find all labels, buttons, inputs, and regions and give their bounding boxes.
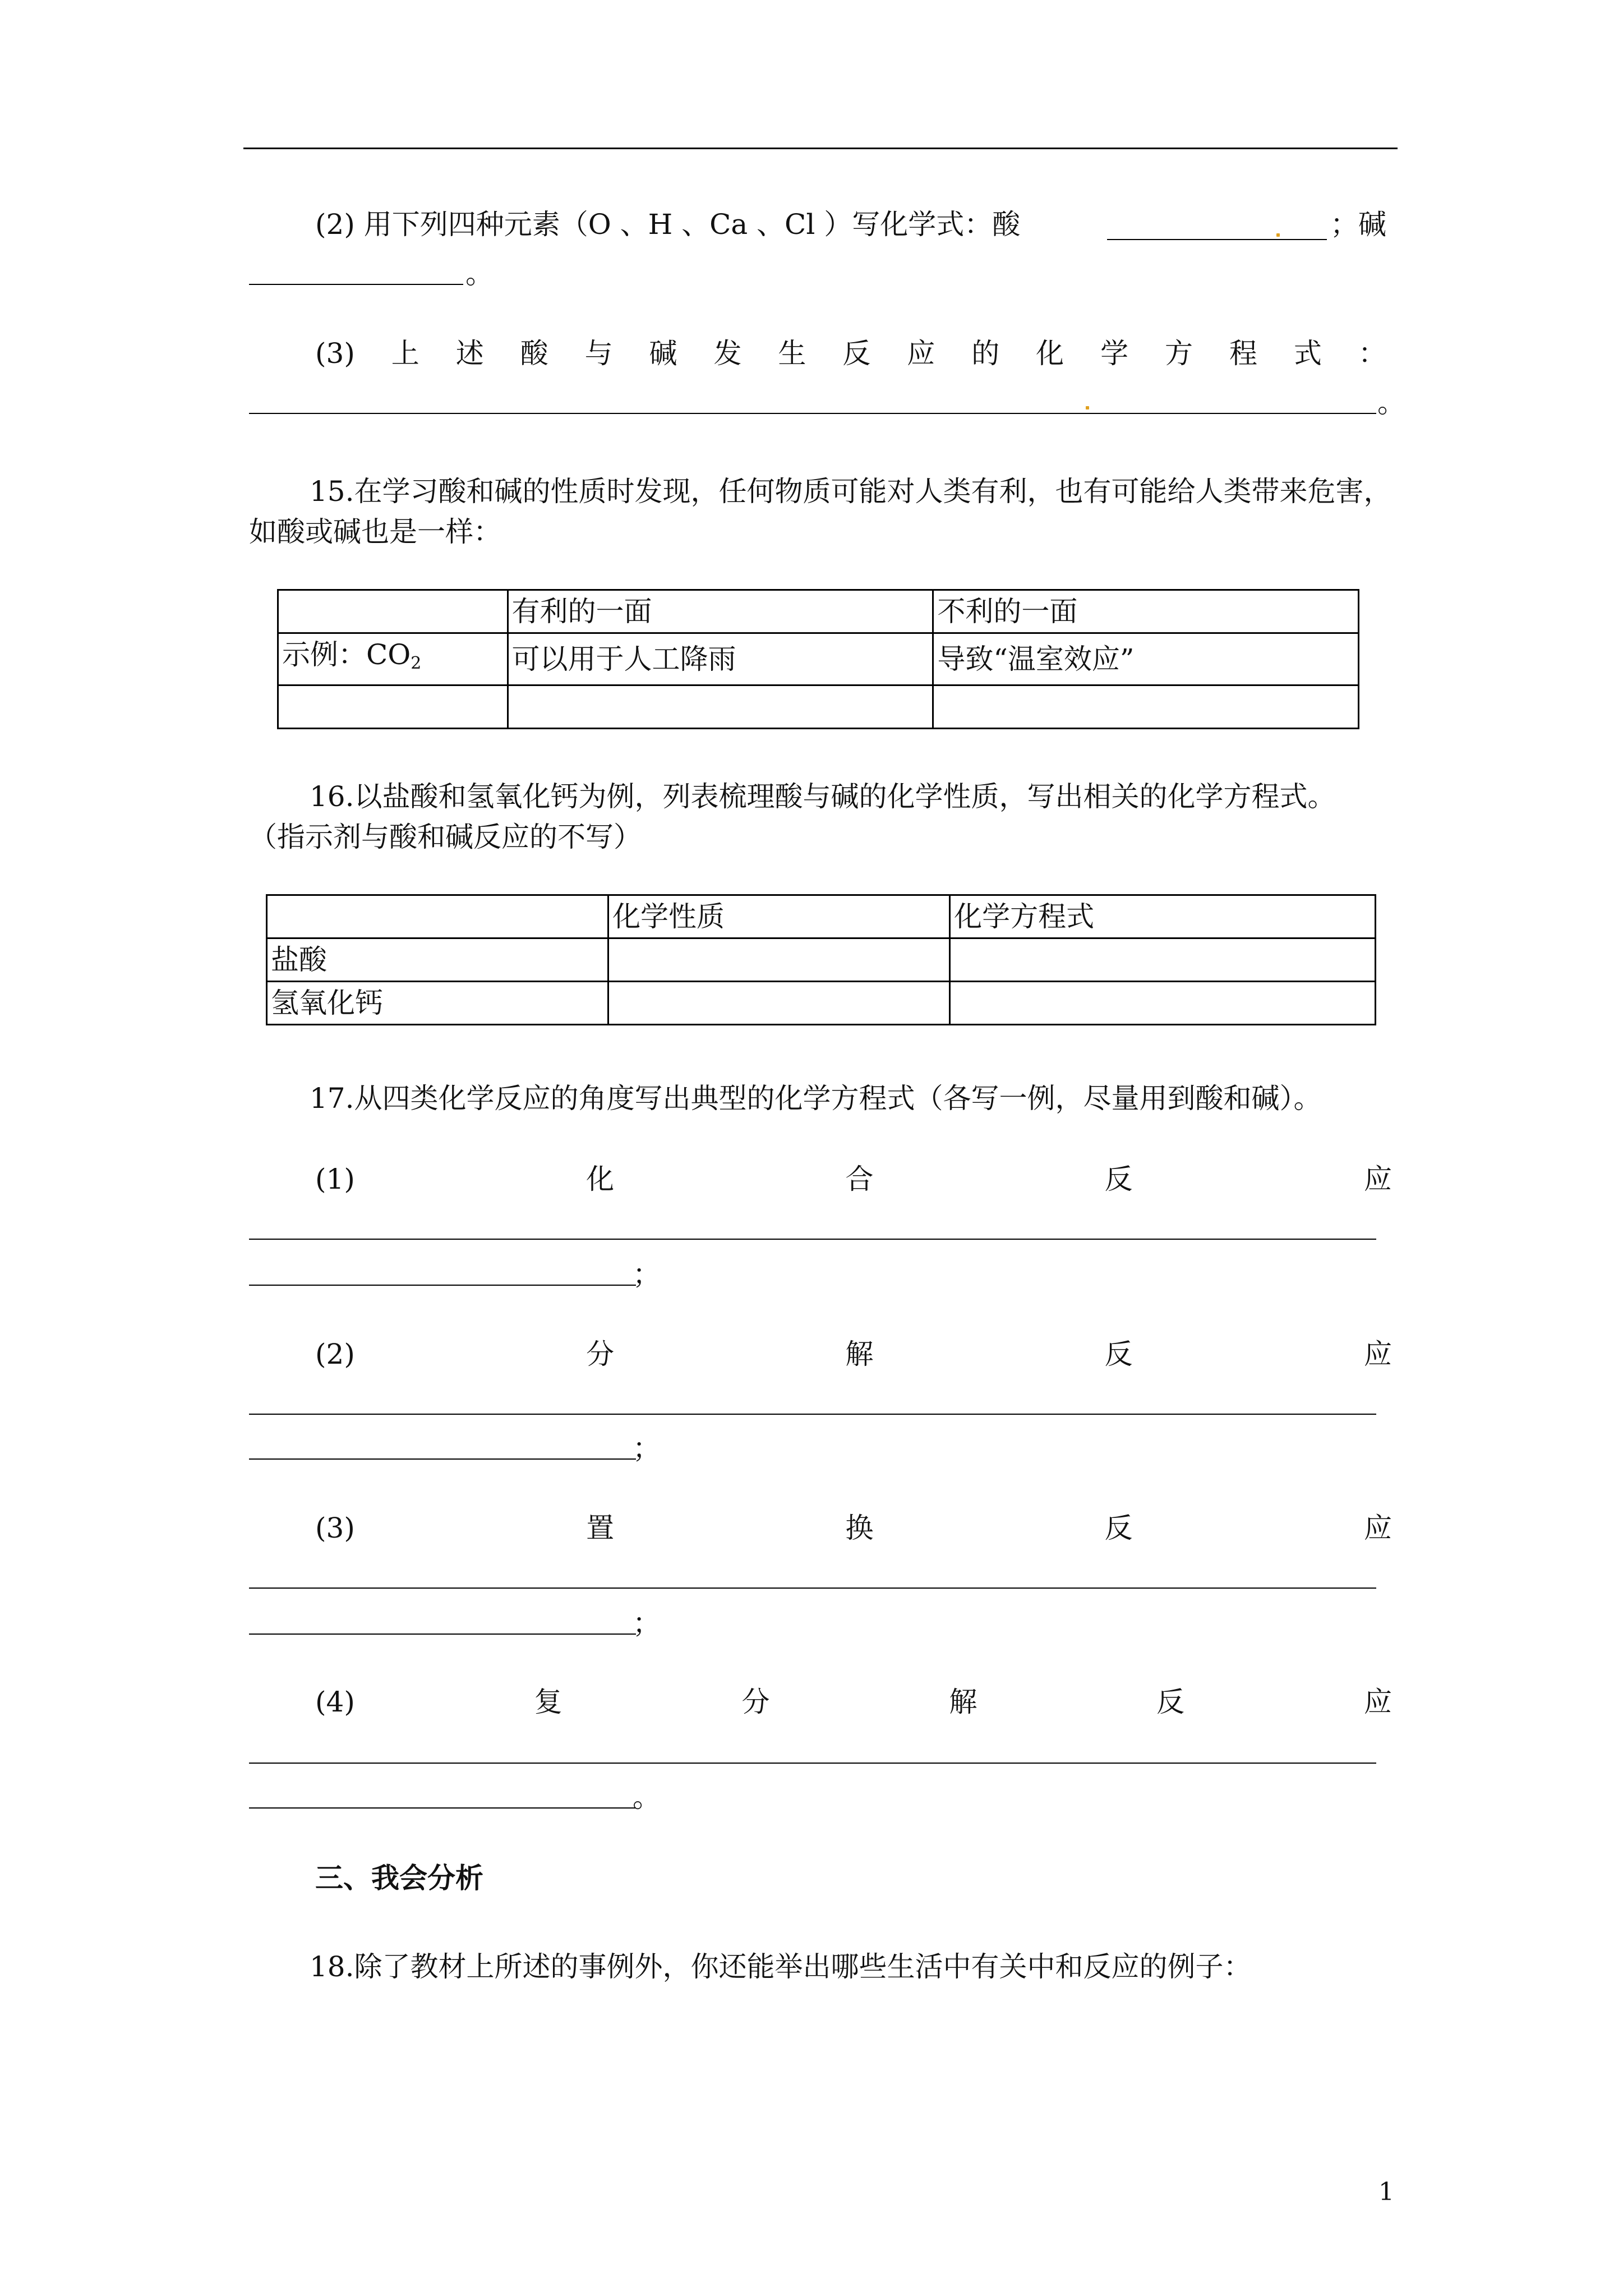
- table-row: [278, 633, 1359, 685]
- q17-item-2-word: 反: [1104, 1338, 1133, 1370]
- q14-part3-word: (3): [315, 337, 355, 370]
- q15-text-line1: 15.在学习酸和碱的性质时发现，任何物质可能对人类有利，也有可能给人类带来危害，: [310, 475, 1392, 508]
- q17-intro: 17.从四类化学反应的角度写出典型的化学方程式（各写一例，尽量用到酸和碱）。: [310, 1082, 1322, 1115]
- q17-item-4-end: 。: [633, 1781, 661, 1814]
- q17-item-1-end: ；: [633, 1258, 661, 1291]
- example-label: 示例：CO: [282, 638, 411, 671]
- table-row: [267, 982, 1376, 1025]
- q17-item-3-line: [315, 1511, 1392, 1545]
- q14-part3-word: 碱: [649, 337, 677, 370]
- q14-part3-word: 发: [713, 337, 742, 370]
- q16-text-line1: 16.以盐酸和氢氧化钙为例，列表梳理酸与碱的化学性质，写出相关的化学方程式。: [310, 780, 1336, 813]
- q14-part3-word: 生: [778, 337, 806, 370]
- q17-item-2-word: (2): [315, 1338, 355, 1370]
- table-header-cell: 有利的一面: [508, 590, 933, 633]
- q14-part3-word: 程: [1229, 337, 1257, 370]
- page-number: 1: [1378, 2178, 1394, 2206]
- table-cell[interactable]: [933, 685, 1359, 729]
- table-row: [278, 685, 1359, 729]
- table-header-cell: 化学性质: [608, 895, 950, 938]
- q17-item-1-word: (1): [315, 1163, 355, 1195]
- q17-item-3-word: 换: [845, 1512, 874, 1544]
- q17-item-4-word: 反: [1156, 1686, 1185, 1718]
- q14-part3-word: 的: [971, 337, 1000, 370]
- q14-part3-word: 方: [1165, 337, 1193, 370]
- q17-item-2-line: [315, 1337, 1392, 1371]
- q17-item-1-word: 合: [845, 1163, 874, 1195]
- q14-part3-end: 。: [1377, 386, 1405, 419]
- q18-text: 18.除了教材上所述的事例外，你还能举出哪些生活中有关中和反应的例子：: [310, 1950, 1252, 1983]
- q14-acid-answer-blank[interactable]: [1107, 239, 1327, 240]
- q14-part3-word: 酸: [520, 337, 548, 370]
- q17-item-1-word: 反: [1104, 1163, 1133, 1195]
- q17-item-4-blank-a[interactable]: [249, 1763, 1376, 1764]
- table-row: [267, 938, 1376, 982]
- q15-table: [277, 589, 1359, 729]
- q17-item-4-line: [315, 1685, 1392, 1719]
- q17-item-3-blank-a[interactable]: [249, 1588, 1376, 1589]
- q14-part3-word: 应: [907, 337, 935, 370]
- table-cell: [278, 633, 508, 685]
- q17-item-1-word: 应: [1363, 1163, 1392, 1195]
- table-cell: 盐酸: [267, 938, 608, 982]
- q14-part2-prefix: (2) 用下列四种元素（O 、H 、Ca 、Cl ）写化学式：酸: [315, 208, 1021, 241]
- subscript: 2: [411, 654, 422, 673]
- q17-item-3-word: 反: [1104, 1512, 1133, 1544]
- q14-equation-answer-blank[interactable]: [249, 413, 1376, 414]
- q14-part2-end: 。: [465, 257, 494, 290]
- q17-item-2-word: 解: [845, 1338, 874, 1370]
- header-rule: [243, 148, 1398, 149]
- q14-part3-word: ：: [1358, 337, 1386, 370]
- q14-base-answer-blank[interactable]: [249, 284, 463, 285]
- mark-dot: [1086, 406, 1089, 409]
- q17-item-4-word: 分: [741, 1686, 770, 1718]
- q14-part3-word: 化: [1036, 337, 1064, 370]
- table-cell[interactable]: [608, 982, 950, 1025]
- q17-item-2-end: ；: [633, 1432, 661, 1465]
- q14-part2-mid: ；碱: [1330, 208, 1386, 241]
- q17-item-2-word: 应: [1363, 1338, 1392, 1370]
- table-cell[interactable]: [278, 685, 508, 729]
- section-title: 三、我会分析: [315, 1861, 483, 1894]
- q15-text-line2: 如酸或碱也是一样：: [249, 516, 501, 548]
- table-header-cell: 不利的一面: [933, 590, 1359, 633]
- q17-item-4-word: 应: [1363, 1686, 1392, 1718]
- table-cell[interactable]: [508, 685, 933, 729]
- table-cell[interactable]: [950, 982, 1376, 1025]
- q16-table: [266, 894, 1376, 1025]
- q17-item-3-word: 应: [1363, 1512, 1392, 1544]
- q17-item-1-blank-a[interactable]: [249, 1239, 1376, 1240]
- q14-part3-word: 反: [842, 337, 871, 370]
- table-cell: 导致“温室效应”: [933, 633, 1359, 685]
- table-cell[interactable]: [950, 938, 1376, 982]
- q17-item-4-word: 解: [949, 1686, 978, 1718]
- q17-item-4-word: (4): [315, 1686, 355, 1718]
- q17-item-3-word: 置: [586, 1512, 615, 1544]
- table-cell: [267, 895, 608, 938]
- q14-part3-word: 述: [455, 337, 484, 370]
- q14-part3-word: 与: [584, 337, 613, 370]
- q14-part3-word: 学: [1100, 337, 1129, 370]
- q17-item-2-blank-a[interactable]: [249, 1414, 1376, 1415]
- q17-item-2-blank-b[interactable]: [249, 1458, 636, 1460]
- q17-item-3-word: (3): [315, 1512, 355, 1544]
- table-cell[interactable]: [608, 938, 950, 982]
- q17-item-2-word: 分: [586, 1338, 615, 1370]
- table-cell: [278, 590, 508, 633]
- mark-dot: [1276, 233, 1280, 237]
- table-header-row: [267, 895, 1376, 938]
- q17-item-1-blank-b[interactable]: [249, 1285, 636, 1286]
- q16-text-line2: （指示剂与酸和碱反应的不写）: [249, 821, 642, 853]
- q14-part3-word: 式: [1293, 337, 1322, 370]
- q17-item-3-end: ；: [633, 1607, 661, 1640]
- q14-part3-line: [315, 337, 1386, 370]
- table-cell: 氢氧化钙: [267, 982, 608, 1025]
- q17-item-3-blank-b[interactable]: [249, 1634, 636, 1635]
- table-header-row: [278, 590, 1359, 633]
- table-cell: 可以用于人工降雨: [508, 633, 933, 685]
- q17-item-1-word: 化: [586, 1163, 615, 1195]
- table-header-cell: 化学方程式: [950, 895, 1376, 938]
- q17-item-1-line: [315, 1162, 1392, 1196]
- q17-item-4-word: 复: [534, 1686, 562, 1718]
- q17-item-4-blank-b[interactable]: [249, 1807, 636, 1809]
- q14-part3-word: 上: [391, 337, 419, 370]
